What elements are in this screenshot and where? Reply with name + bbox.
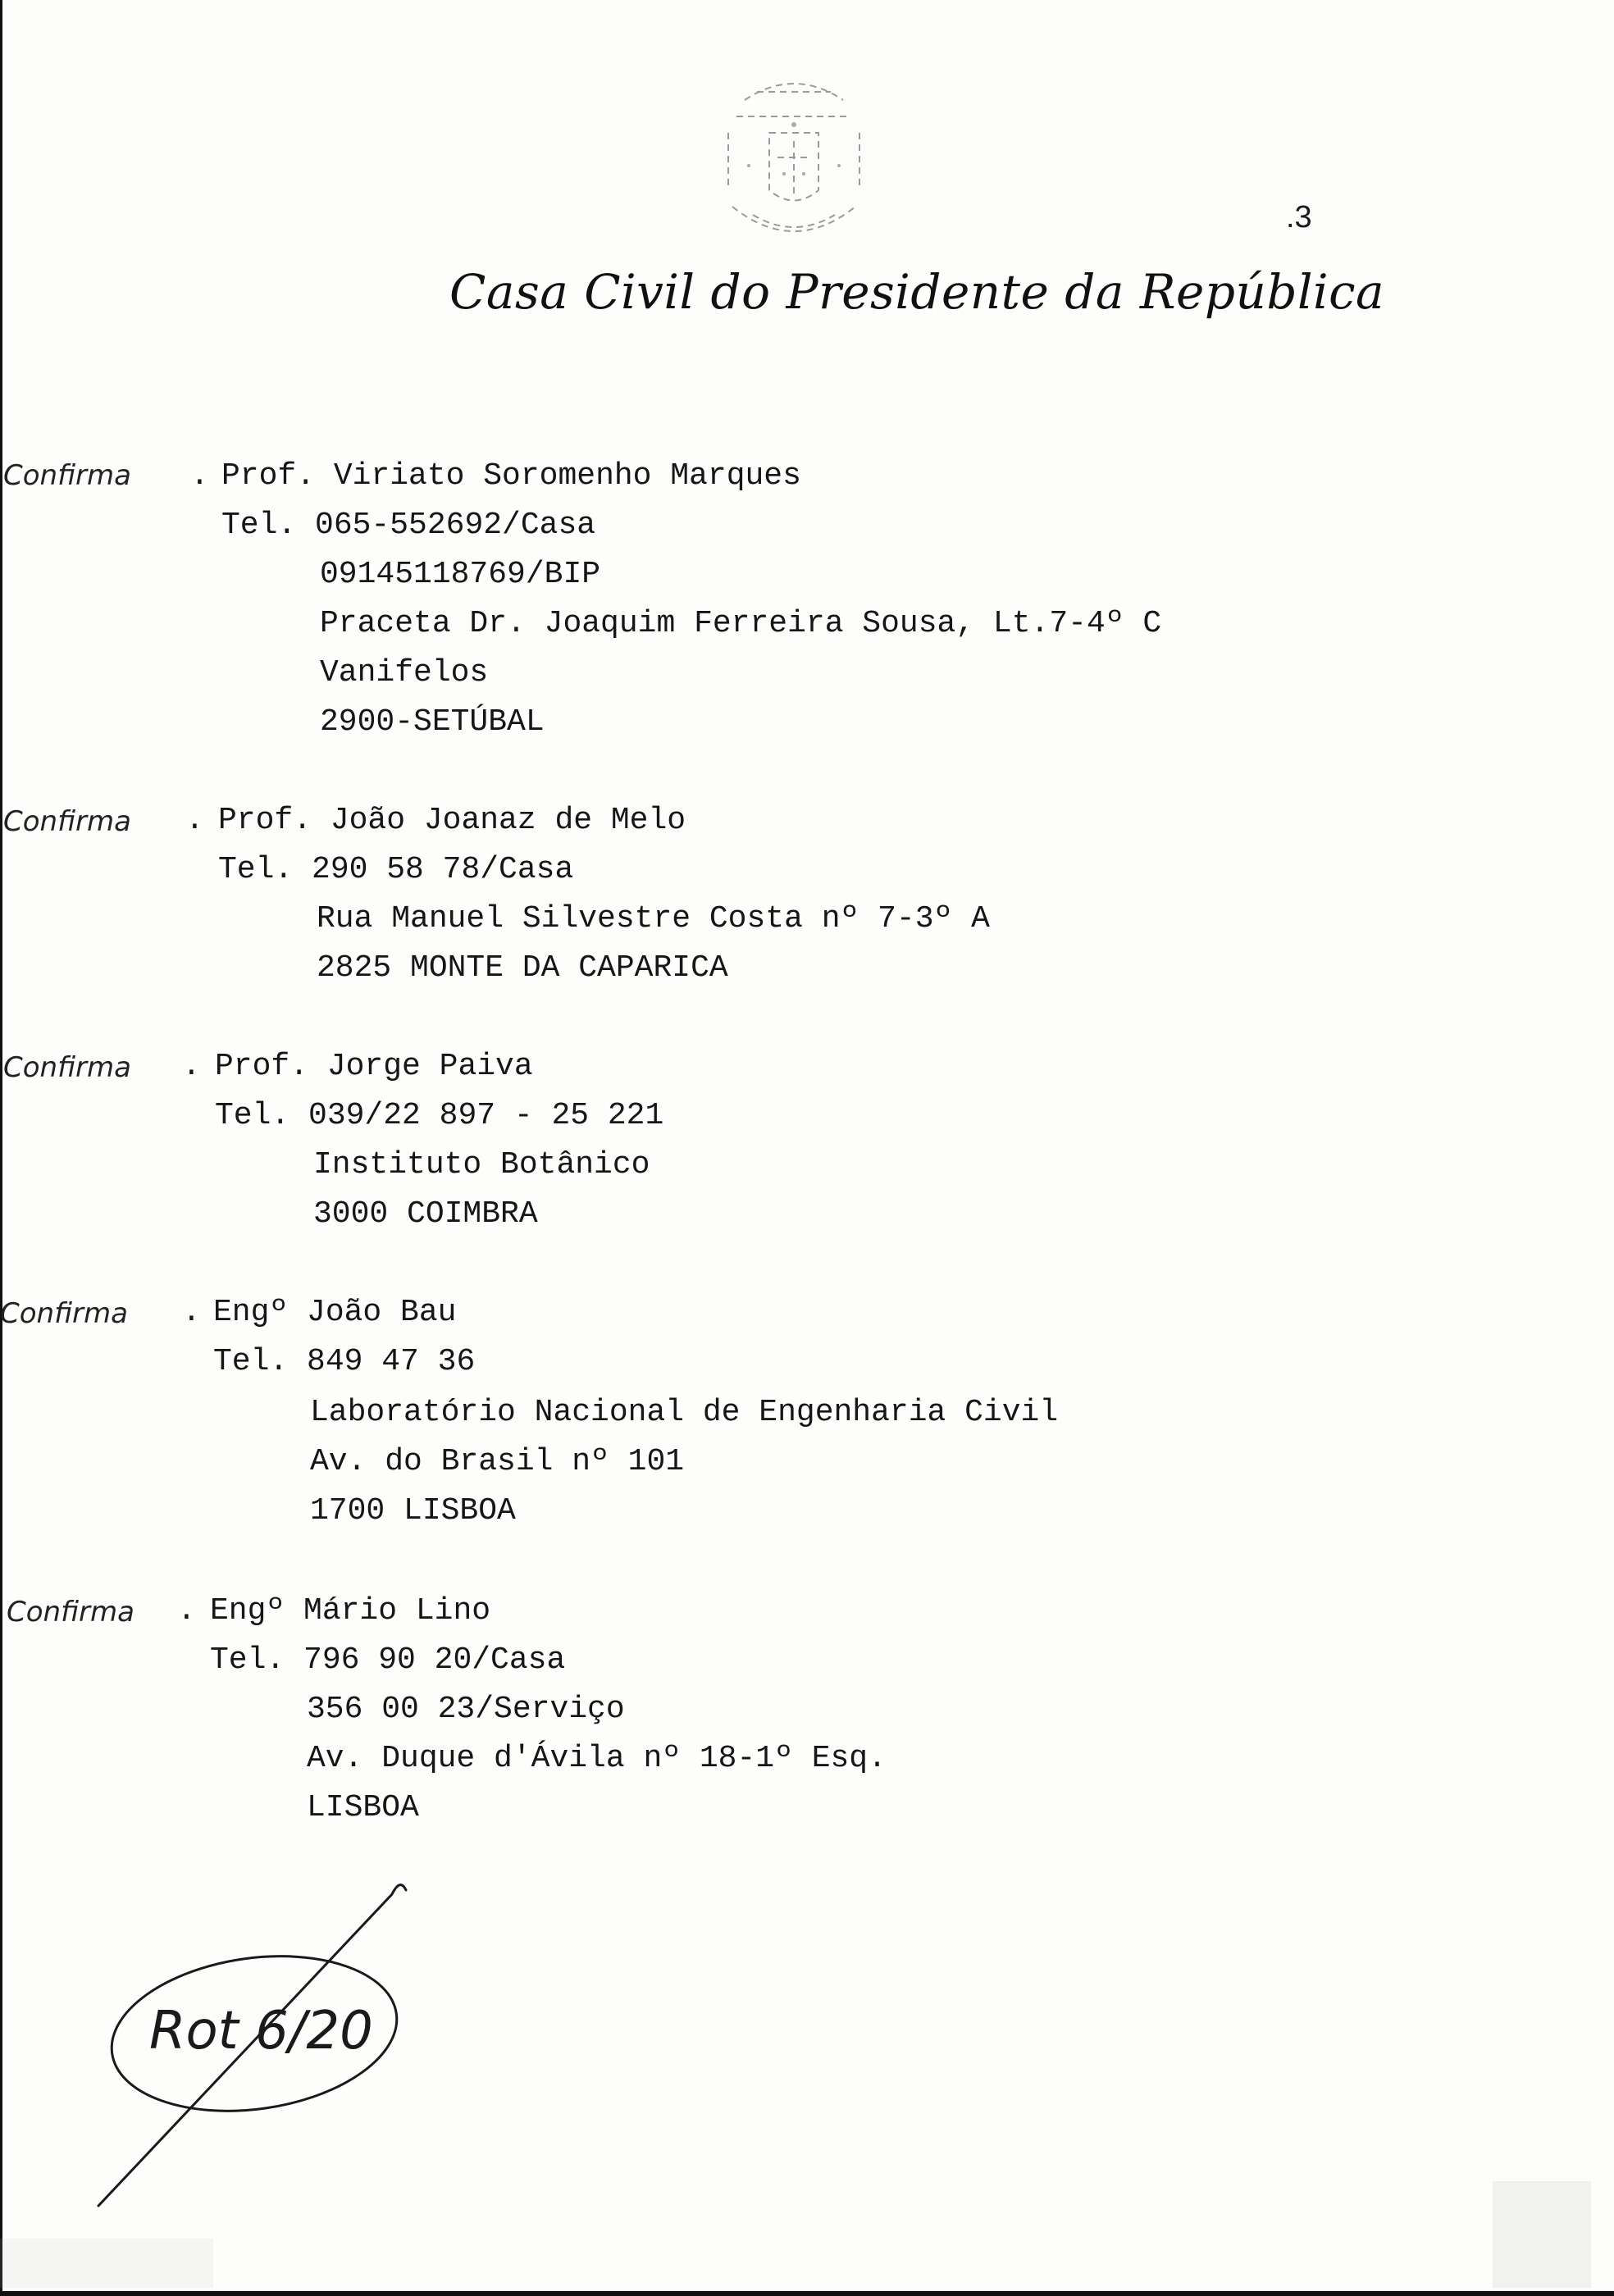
handwritten-note: Confirma [7, 1596, 134, 1629]
contact-line: 09145118769/BIP [320, 557, 601, 592]
left-border [0, 0, 2, 2296]
contact-name: Prof. Jorge Paiva [215, 1049, 533, 1084]
coat-of-arms-emblem [712, 67, 876, 239]
letterhead-title: Casa Civil do Presidente da República [449, 264, 1385, 320]
bullet-dot: . [182, 1295, 201, 1330]
contact-line: Rua Manuel Silvestre Costa nº 7-3º A [317, 901, 990, 936]
contact-line: Praceta Dr. Joaquim Ferreira Sousa, Lt.7-4º C [320, 606, 1162, 641]
contact-name: Prof. João Joanaz de Melo [218, 803, 686, 838]
scan-noise [0, 2239, 213, 2288]
contact-line: 2900-SETÚBAL [320, 704, 545, 740]
contact-tel: Tel. 290 58 78/Casa [218, 852, 574, 887]
contact-line: Instituto Botânico [313, 1147, 650, 1182]
contact-tel: Tel. 065-552692/Casa [221, 508, 596, 543]
contact-line: 2825 MONTE DA CAPARICA [317, 950, 728, 986]
contact-line: LISBOA [307, 1790, 419, 1825]
handwritten-note: Confirma [3, 805, 131, 838]
bullet-dot: . [190, 458, 209, 494]
contact-name: Prof. Viriato Soromenho Marques [221, 458, 801, 494]
contact-line: 356 00 23/Serviço [307, 1692, 625, 1727]
contact-line: Laboratório Nacional de Engenharia Civil [310, 1395, 1059, 1430]
handwritten-note: Confirma [3, 1051, 131, 1084]
scan-noise [1493, 2181, 1591, 2288]
page-number: .3 [1286, 200, 1312, 235]
contact-line: 1700 LISBOA [310, 1493, 516, 1528]
contact-tel: Tel. 039/22 897 - 25 221 [215, 1098, 664, 1133]
contact-line: Vanifelos [320, 655, 489, 690]
contact-tel: Tel. 849 47 36 [213, 1344, 476, 1379]
handwritten-note: Confirma [0, 1297, 128, 1330]
bullet-dot: . [177, 1593, 196, 1629]
stamp-initials: Rot 6/20 [149, 2001, 373, 2061]
contact-line: 3000 COIMBRA [313, 1196, 538, 1232]
bullet-dot: . [182, 1049, 201, 1084]
contact-line: Av. do Brasil nº 101 [310, 1444, 685, 1479]
bullet-dot: . [185, 803, 204, 838]
contact-tel: Tel. 796 90 20/Casa [210, 1642, 566, 1678]
handwritten-note: Confirma [3, 459, 131, 492]
contact-name: Engº Mário Lino [210, 1593, 491, 1629]
bottom-border [0, 2291, 1614, 2296]
contact-name: Engº João Bau [213, 1295, 457, 1330]
contact-line: Av. Duque d'Ávila nº 18-1º Esq. [307, 1741, 887, 1776]
